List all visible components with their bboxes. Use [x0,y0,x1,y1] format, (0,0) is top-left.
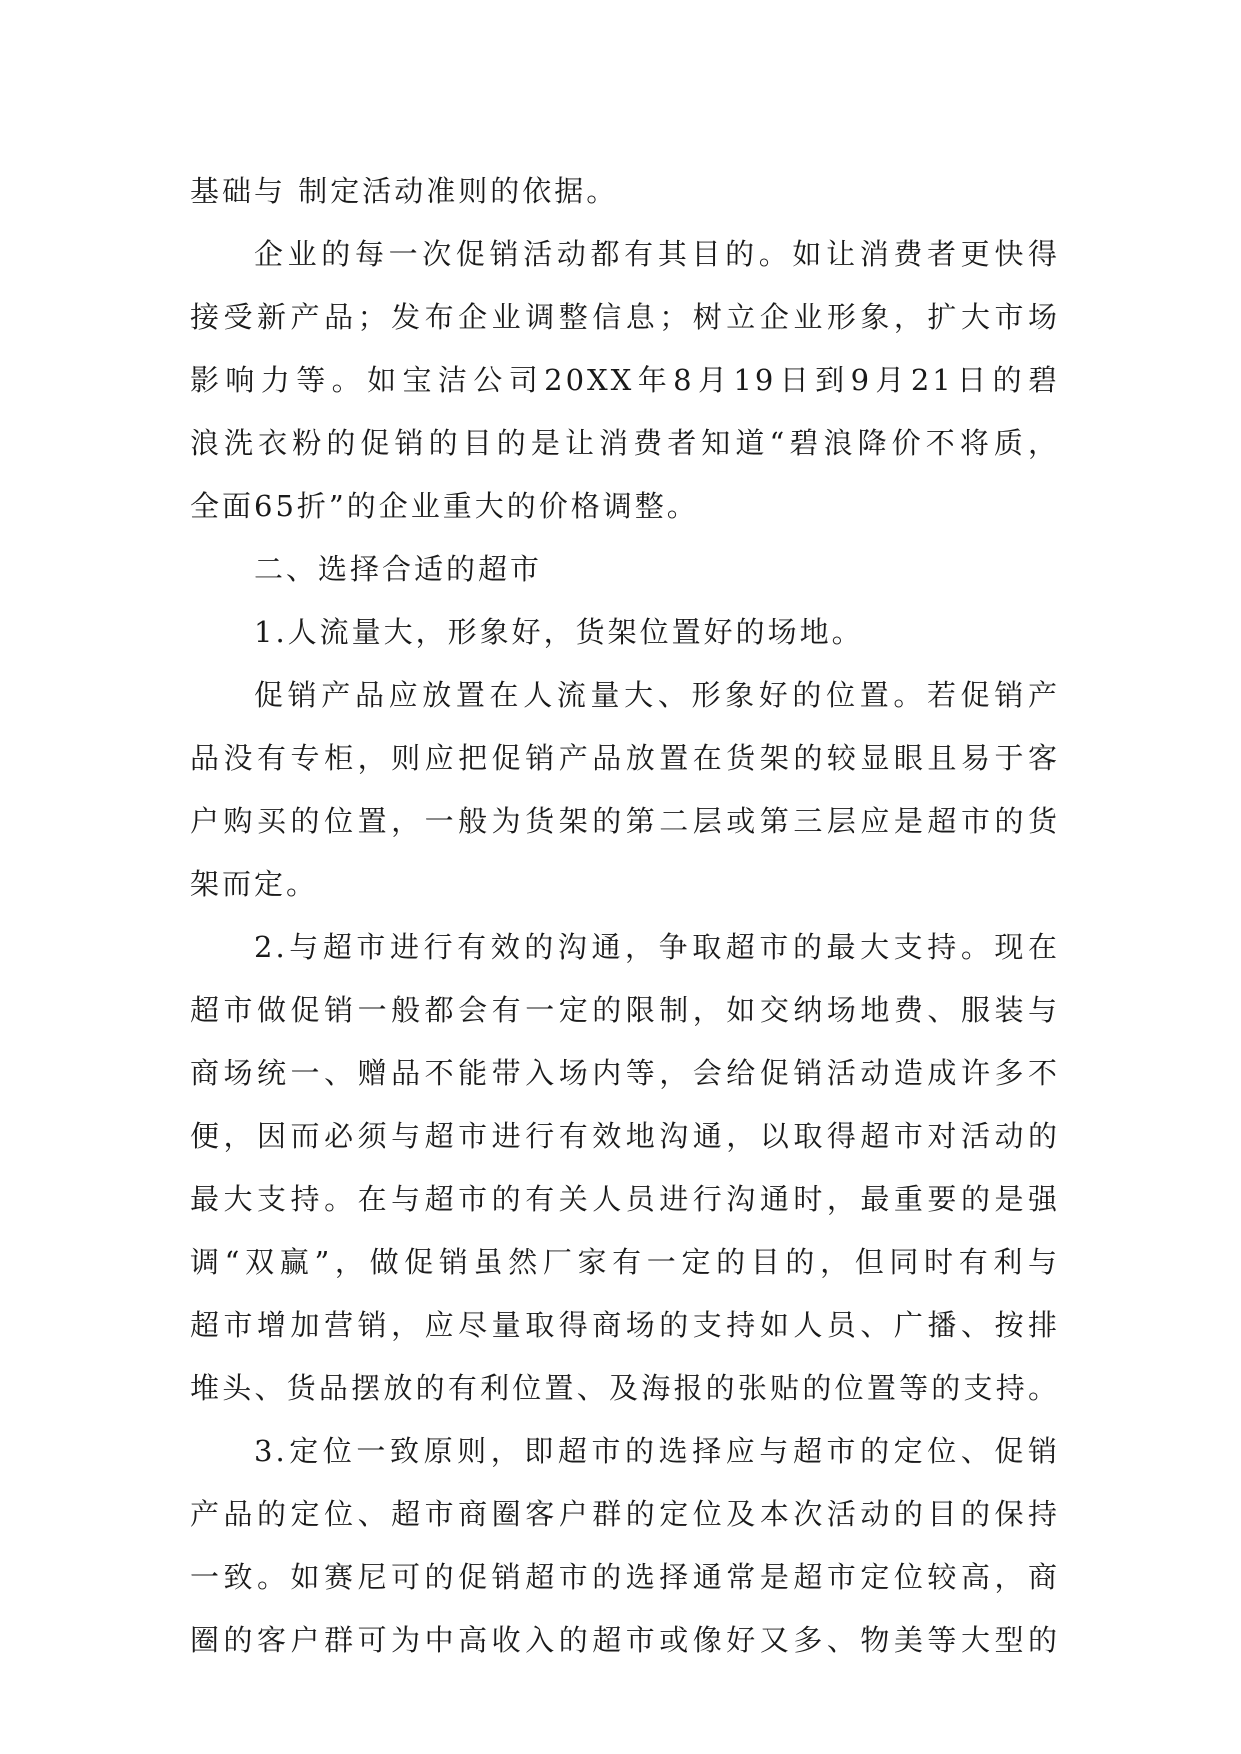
text-line: 浪洗衣粉的促销的目的是让消费者知道“碧浪降价不将质， [190,426,1060,460]
text-line: 商场统一、赠品不能带入场内等，会给促销活动造成许多不 [190,1056,1060,1090]
text-line: 1.人流量大，形象好，货架位置好的场地。 [254,615,864,649]
text-line: 调“双赢”，做促销虽然厂家有一定的目的，但同时有利与 [190,1245,1060,1279]
text-line: 影响力等。如宝洁公司20XX年8月19日到9月21日的碧 [190,363,1060,397]
text-line: 户购买的位置，一般为货架的第二层或第三层应是超市的货 [190,804,1060,838]
text-line: 超市做促销一般都会有一定的限制，如交纳场地费、服装与 [190,993,1060,1027]
text-line: 二、选择合适的超市 [254,552,543,586]
text-line: 便，因而必须与超市进行有效地沟通，以取得超市对活动的 [190,1119,1060,1153]
text-line: 品没有专柜，则应把促销产品放置在货架的较显眼且易于客 [190,741,1060,775]
text-line: 堆头、货品摆放的有利位置、及海报的张贴的位置等的支持。 [190,1371,1060,1405]
text-line: 促销产品应放置在人流量大、形象好的位置。若促销产 [254,678,1060,712]
text-line: 基础与 制定活动准则的依据。 [190,174,619,208]
text-line: 架而定。 [190,867,319,901]
text-line: 接受新产品；发布企业调整信息；树立企业形象，扩大市场 [190,300,1060,334]
text-line: 超市增加营销，应尽量取得商场的支持如人员、广播、按排 [190,1308,1060,1342]
text-line: 产品的定位、超市商圈客户群的定位及本次活动的目的保持 [190,1497,1060,1531]
text-line: 圈的客户群可为中高收入的超市或像好又多、物美等大型的 [190,1623,1060,1657]
text-line: 2.与超市进行有效的沟通，争取超市的最大支持。现在 [254,930,1060,964]
text-line: 企业的每一次促销活动都有其目的。如让消费者更快得 [254,237,1060,271]
text-line: 最大支持。在与超市的有关人员进行沟通时，最重要的是强 [190,1182,1060,1216]
text-line: 一致。如赛尼可的促销超市的选择通常是超市定位较高，商 [190,1560,1060,1594]
body-text [190,160,1060,1672]
text-line: 3.定位一致原则，即超市的选择应与超市的定位、促销 [254,1434,1060,1468]
text-line: 全面65折”的企业重大的价格调整。 [190,489,699,523]
